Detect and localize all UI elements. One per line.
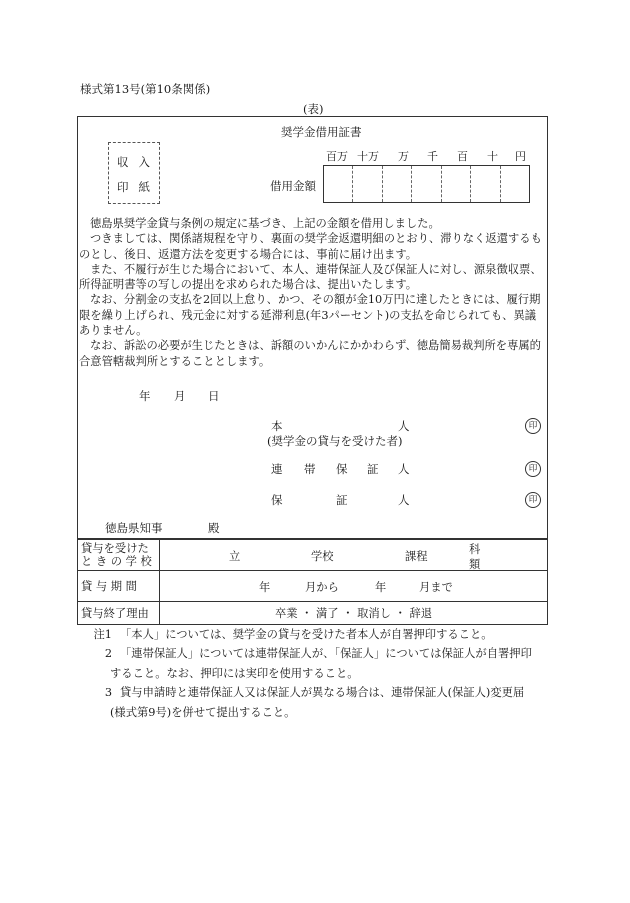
terms-paragraph: また、不履行が生じた場合において、本人、連帯保証人及び保証人に対し、源泉徴収票、所得証明書等の写しの提出を求められた場合は、提出いたします。 <box>79 262 542 292</box>
period-year-to: 年 <box>375 581 387 594</box>
signatory-principal-note: (奨学金の貸与を受けた者) <box>267 434 403 448</box>
note-number: 3 <box>104 686 112 700</box>
digit-label: 万 <box>398 150 409 163</box>
terms-paragraph: なお、分割金の支払を2回以上怠り、かつ、その額が金10万円に達したときには、履行期限を繰り上げられ、残元金に対する延滞利息(年3パーセント)の支払を命じられても、異議ありません。 <box>79 293 541 338</box>
stamp-label-line1: 収入 <box>117 155 160 169</box>
addressee-honorific: 殿 <box>208 521 220 535</box>
school-ka-label: 科 <box>469 543 481 556</box>
seal-mark-icon: 印 <box>525 461 541 477</box>
period-field[interactable] <box>160 571 548 602</box>
school-katei-label: 課程 <box>405 550 428 563</box>
digit-label: 千 <box>427 150 438 163</box>
document-title: 奨学金借用証書 <box>281 125 362 139</box>
side-label: (表) <box>303 102 324 116</box>
school-header-line: と き の 学 校 <box>81 555 152 568</box>
signatory-joint-guarantor-label: 証 <box>367 462 379 476</box>
seal-mark-icon: 印 <box>525 418 541 434</box>
date-month: 月 <box>174 389 186 403</box>
note-text: 「連帯保証人」については連帯保証人が、「保証人」については保証人が自署押印 <box>120 647 532 661</box>
seal-mark-icon: 印 <box>525 492 541 508</box>
signatory-guarantor-label: 人 <box>398 493 410 507</box>
digit-label: 百万 <box>326 150 348 163</box>
signatory-joint-guarantor-label: 帯 <box>304 462 316 476</box>
terms-paragraph: つきましては、関係諸規程を守り、裏面の奨学金返還明細のとおり、滞りなく返還するものとし、後日、返還方法を変更する場合には、事前に届け出ます。 <box>79 232 542 261</box>
table-row <box>78 602 548 625</box>
school-field[interactable] <box>160 540 548 571</box>
signatory-guarantor-label: 証 <box>336 493 348 507</box>
signatory-joint-guarantor-label: 人 <box>398 462 410 476</box>
amount-digit-cell[interactable] <box>470 166 499 202</box>
note-item <box>82 625 552 644</box>
note-item <box>82 683 552 702</box>
period-year-from: 年 <box>259 581 271 594</box>
addressee-name: 徳島県知事 <box>105 521 163 535</box>
date-year: 年 <box>139 389 151 403</box>
period-header: 貸 与 期 間 <box>78 571 160 602</box>
reason-field[interactable]: 卒業 ・ 満了 ・ 取消し ・ 辞退 <box>160 602 548 625</box>
digit-label: 十万 <box>357 150 379 163</box>
notes-section <box>82 625 552 722</box>
period-month-to: 月まで <box>419 581 453 594</box>
note-text: 貸与申請時と連帯保証人又は保証人が異なる場合は、連帯保証人(保証人)変更届 <box>120 686 525 700</box>
school-header-line: 貸与を受けた <box>81 542 149 555</box>
note-text: 「本人」については、奨学金の貸与を受けた者本人が自署押印すること。 <box>120 628 493 641</box>
loan-info-table <box>77 539 548 625</box>
signatory-principal-label: 人 <box>398 419 410 433</box>
signatory-joint-guarantor-label: 連 <box>271 462 283 476</box>
signatory-principal-label: 本 <box>271 419 283 433</box>
school-header <box>78 540 160 571</box>
reason-header: 貸与終了理由 <box>78 602 160 625</box>
amount-digit-cell[interactable] <box>441 166 470 202</box>
amount-field[interactable] <box>323 165 530 203</box>
school-rui-label: 類 <box>469 558 481 571</box>
signatory-joint-guarantor-label: 保 <box>336 462 348 476</box>
amount-digit-cell[interactable] <box>352 166 381 202</box>
amount-digit-cell[interactable] <box>411 166 440 202</box>
signatory-guarantor-label: 保 <box>271 493 283 507</box>
note-continuation: すること。なお、押印には実印を使用すること。 <box>110 666 359 680</box>
period-month-from: 月から <box>305 581 339 594</box>
form-number-label: 様式第13号(第10条関係) <box>80 82 211 96</box>
digit-label: 百 <box>457 150 468 163</box>
date-day: 日 <box>208 389 220 403</box>
note-number: 2 <box>104 647 112 661</box>
school-gakko-label: 学校 <box>311 550 334 563</box>
note-number: 注1 <box>93 628 112 641</box>
note-continuation: (様式第9号)を併せて提出すること。 <box>110 705 296 719</box>
note-item <box>82 644 552 663</box>
terms-paragraph: なお、訴訟の必要が生じたときは、訴額のいかんにかかわらず、徳島簡易裁判所を専属的合意管轄裁判所とすることとします。 <box>79 339 541 368</box>
amount-digit-cell[interactable] <box>382 166 411 202</box>
amount-label: 借用金額 <box>270 179 316 193</box>
stamp-label-line2: 印紙 <box>117 180 160 194</box>
amount-digit-cell[interactable] <box>324 166 352 202</box>
school-ritsu-label: 立 <box>229 550 241 563</box>
amount-digit-cell[interactable] <box>500 166 529 202</box>
table-row <box>78 571 548 602</box>
digit-label: 十 <box>487 150 498 163</box>
terms-paragraph: 徳島県奨学金貸与条例の規定に基づき、上記の金額を借用しました。 <box>90 217 440 230</box>
digit-label: 円 <box>515 150 526 163</box>
terms-text <box>79 216 544 369</box>
table-row <box>78 540 548 571</box>
